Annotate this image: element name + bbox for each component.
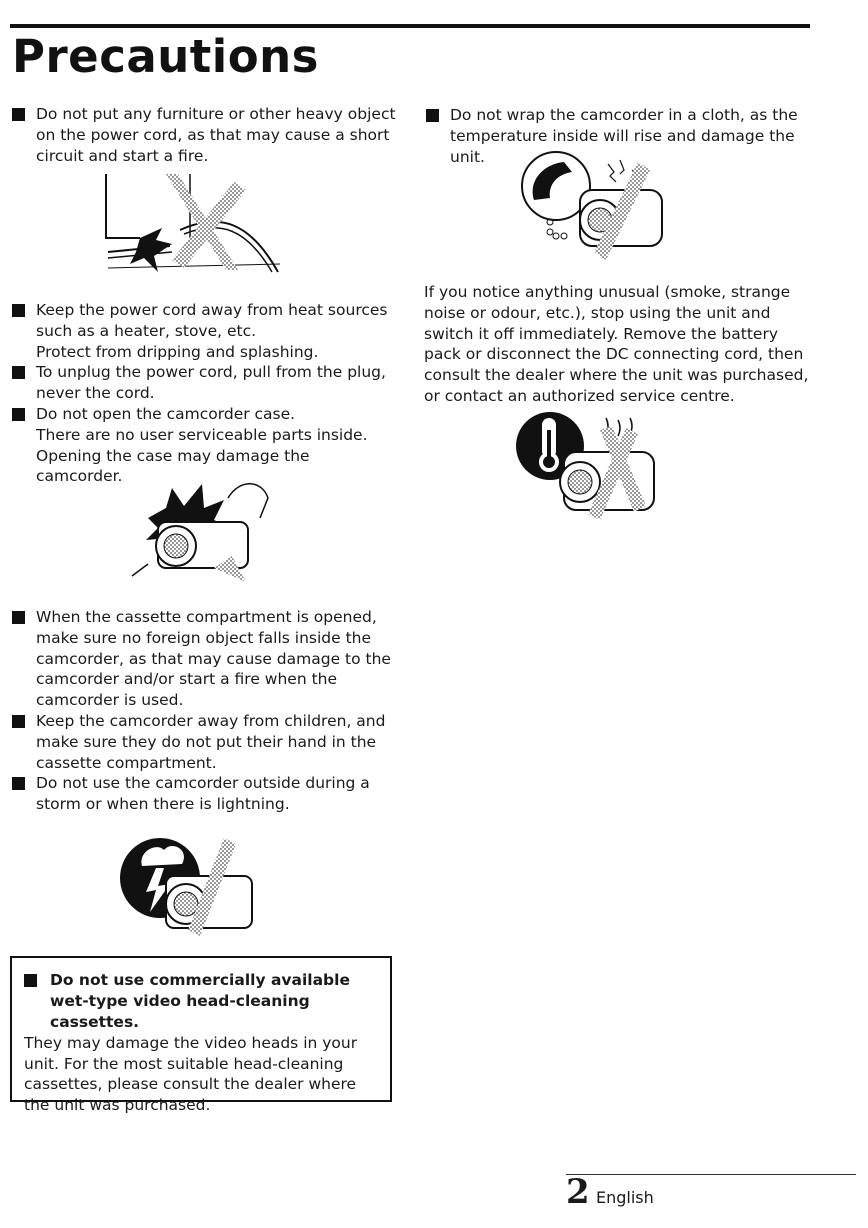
top-rule xyxy=(10,24,810,28)
precaution-item xyxy=(12,104,397,166)
unusual-notice-paragraph: If you notice anything unusual (smoke, strange noise or odour, etc.), stop using the unit and switch it off immediately. Remove the battery pack or disconnect the DC connecting cord, then consult the dealer where the unit was purchased, or contact an authorized service centre. xyxy=(424,283,809,405)
precaution-text: When the cassette compartment is opened, make sure no foreign object falls inside the camcorder, as that may cause damage to the camcorder and/or start a fire when the camcorder is used. xyxy=(36,608,391,710)
bullet-icon xyxy=(426,109,439,122)
left-group-2 xyxy=(12,300,397,487)
precaution-text: Do not open the camcorder case. xyxy=(36,404,296,423)
precaution-item xyxy=(12,773,397,815)
precaution-text: Do not use the camcorder outside during a storm or when there is lightning. xyxy=(36,774,370,814)
camcorder-lightning-storm-icon xyxy=(120,828,260,944)
bullet-icon xyxy=(12,408,25,421)
precaution-item xyxy=(12,711,397,773)
bullet-icon xyxy=(12,611,25,624)
precaution-item xyxy=(12,404,397,487)
bullet-icon xyxy=(12,108,25,121)
page-number: 2 xyxy=(566,1172,590,1212)
power-cord-under-furniture-icon xyxy=(100,172,286,276)
notice-heading-text: Do not use commercially available wet-type video head-cleaning cassettes. xyxy=(50,971,350,1031)
bullet-icon xyxy=(24,974,37,987)
precaution-item xyxy=(12,607,397,711)
precaution-text: Do not wrap the camcorder in a cloth, as the temperature inside will rise and damage the unit. xyxy=(450,106,798,166)
page-language: English xyxy=(596,1188,654,1207)
precaution-text: Keep the power cord away from heat sources such as a heater, stove, etc. xyxy=(36,301,388,340)
bullet-icon xyxy=(12,304,25,317)
precaution-text: Keep the camcorder away from children, and make sure they do not put their hand in the cassette compartment. xyxy=(36,711,386,772)
camcorder-heat-thermometer-icon xyxy=(514,408,660,522)
bullet-icon xyxy=(12,777,25,790)
footer-rule xyxy=(566,1174,856,1175)
opening-camcorder-case-icon xyxy=(128,478,280,588)
camcorder-wrapped-cloth-icon xyxy=(520,150,672,262)
notice-heading xyxy=(24,970,378,1033)
left-group-3 xyxy=(12,607,397,815)
head-cleaning-notice xyxy=(10,956,392,1114)
precaution-text: Opening the case may damage the camcorder. xyxy=(36,446,310,486)
precaution-text: Do not put any furniture or other heavy object on the power cord, as that may cause a short circuit and start a fire. xyxy=(36,105,396,165)
bullet-icon xyxy=(12,366,25,379)
precaution-item xyxy=(12,362,397,404)
notice-body: They may damage the video heads in your unit. For the most suitable head-cleaning cassettes, please consult the dealer where the unit was purchased. xyxy=(24,1034,358,1114)
bullet-icon xyxy=(12,715,25,728)
precaution-text: There are no user serviceable parts inside. xyxy=(36,425,368,444)
left-group-1 xyxy=(12,104,397,166)
precaution-text: Protect from dripping and splashing. xyxy=(36,342,319,361)
precaution-item xyxy=(12,300,397,362)
page-title: Precautions xyxy=(12,30,319,83)
precaution-text: To unplug the power cord, pull from the plug, never the cord. xyxy=(36,363,386,403)
